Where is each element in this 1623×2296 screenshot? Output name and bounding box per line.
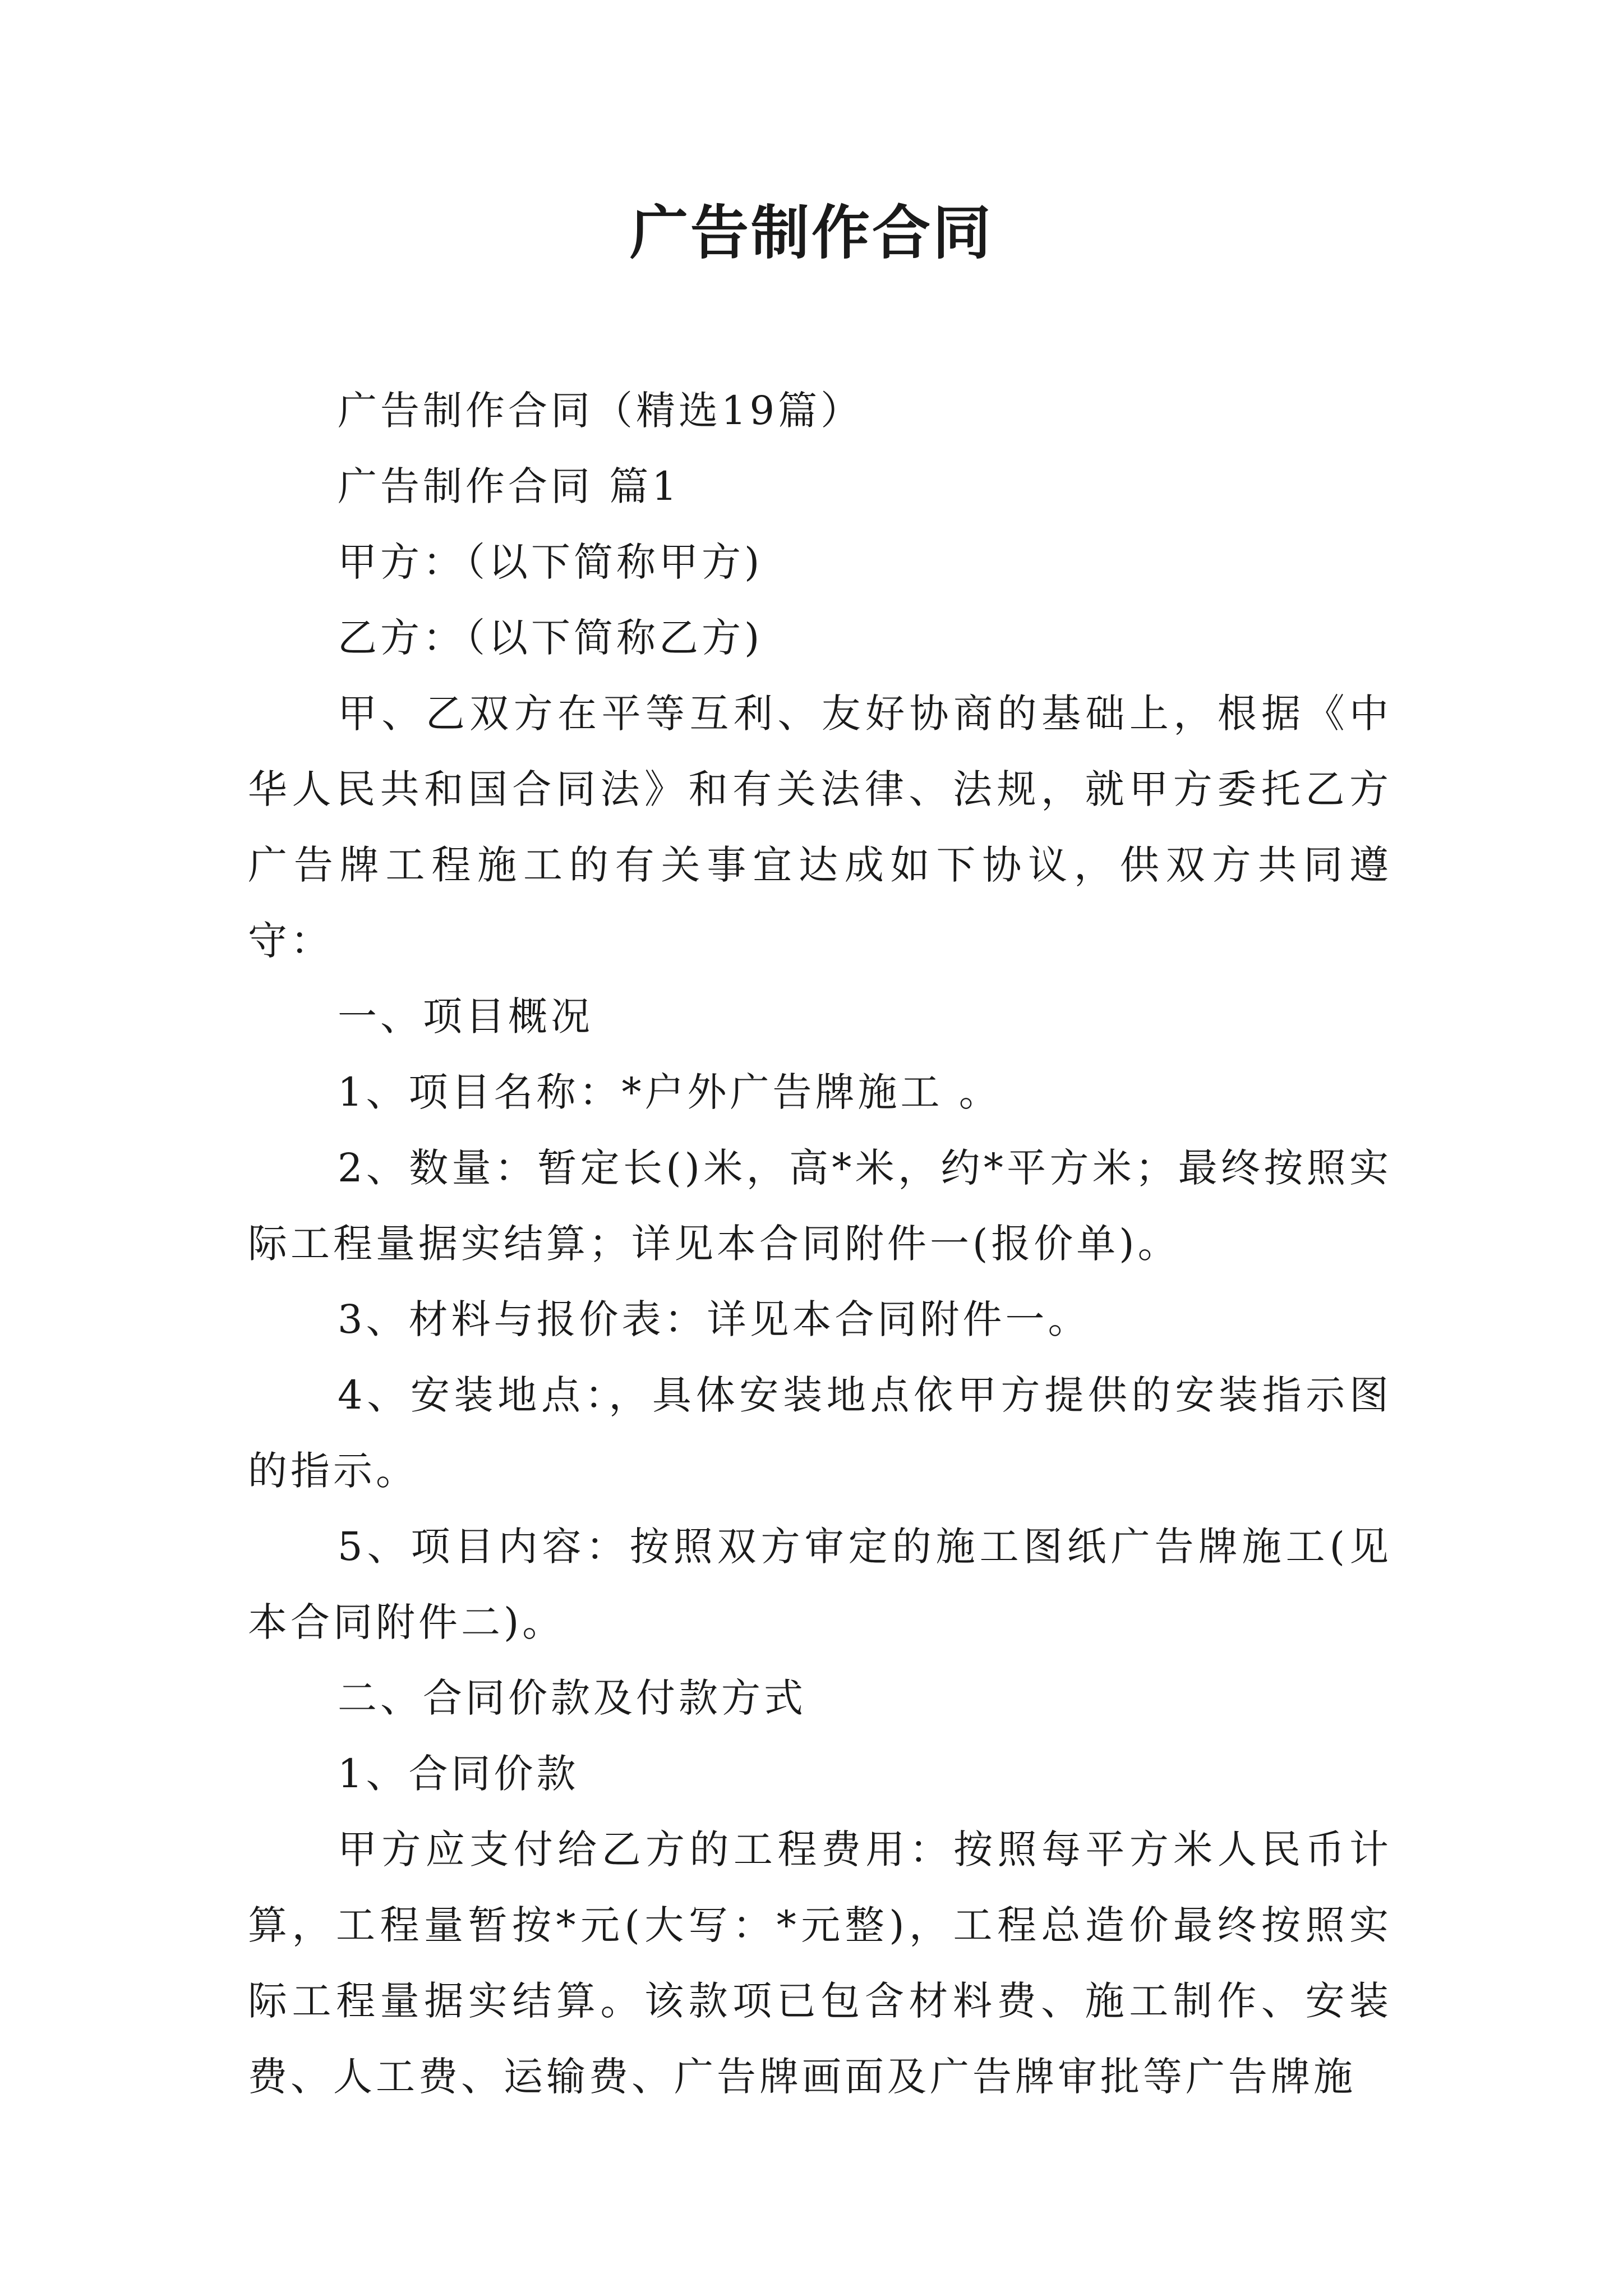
paragraph-heading-price: 二、合同价款及付款方式 xyxy=(338,1675,806,1721)
paragraph-section-heading: 广告制作合同 篇1 xyxy=(338,463,680,509)
paragraph-party-b: 乙方：（以下简称乙方) xyxy=(338,615,763,661)
paragraph-item-4: 4、安装地点：，具体安装地点依甲方提供的安装指示图的指示。 xyxy=(248,1372,1392,1494)
paragraph-item-3: 3、材料与报价表：详见本合同附件一。 xyxy=(338,1296,1091,1342)
paragraph-preamble: 甲、乙双方在平等互利、友好协商的基础上，根据《中华人民共和国合同法》和有关法律、法规，就甲方委托乙方广告牌工程施工的有关事宜达成如下协议，供双方共同遵守： xyxy=(248,691,1392,964)
paragraph-price-detail: 甲方应支付给乙方的工程费用：按照每平方米人民币计算，工程量暂按*元(大写：*元整)，工程总造价最终按照实际工程量据实结算。该款项已包含材料费、施工制作、安装费、人工费、运输费、广告牌画面及广告牌审批等广告牌施 xyxy=(248,1826,1392,2100)
paragraph-price-subheading: 1、合同价款 xyxy=(338,1751,579,1797)
paragraph-subtitle: 广告制作合同（精选19篇） xyxy=(338,388,864,434)
paragraph-item-5: 5、项目内容：按照双方审定的施工图纸广告牌施工(见本合同附件二)。 xyxy=(248,1524,1392,1645)
paragraph-item-1: 1、项目名称：*户外广告牌施工 。 xyxy=(338,1069,1002,1115)
document-body xyxy=(248,373,1392,2115)
paragraph-item-2: 2、数量：暂定长()米，高*米，约*平方米；最终按照实际工程量据实结算；详见本合同附件一(报价单)。 xyxy=(248,1145,1392,1267)
paragraph-heading-overview: 一、项目概况 xyxy=(338,993,593,1039)
paragraph-party-a: 甲方：（以下简称甲方) xyxy=(338,539,763,585)
document-title: 广告制作合同 xyxy=(629,198,993,267)
